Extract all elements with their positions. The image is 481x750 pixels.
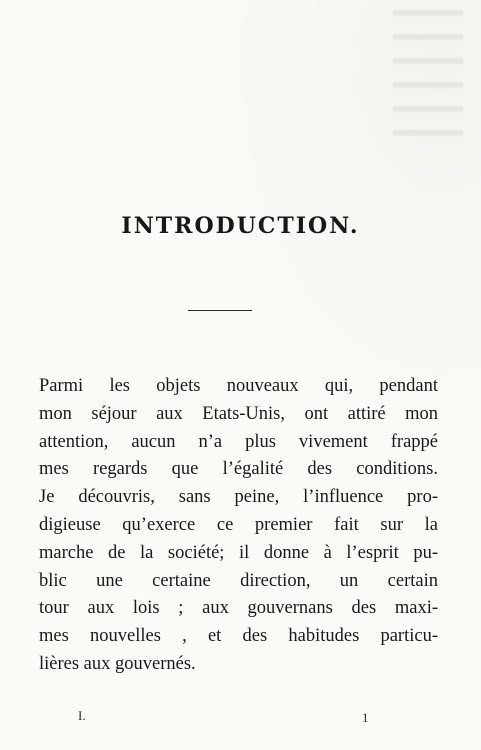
- body-line: Je découvris, sans peine, l’influence pro-: [39, 487, 438, 508]
- body-line: blic une certaine direction, un certain: [39, 570, 438, 591]
- body-line: lières aux gouvernés.: [39, 653, 196, 674]
- ink-bleed-through: [393, 10, 463, 140]
- signature-mark: I.: [78, 708, 86, 723]
- body-line: marche de la société; il donne à l’esprit pu-: [39, 542, 438, 563]
- body-line: attention, aucun n’a plus vivement frappé: [39, 431, 438, 452]
- body-paragraph: [39, 373, 438, 679]
- body-line: tour aux lois ; aux gouvernans des maxi-: [39, 598, 438, 619]
- chapter-title: INTRODUCTION.: [121, 213, 360, 239]
- body-line: mes regards que l’égalité des conditions.: [39, 459, 438, 480]
- page-number: 1: [362, 710, 369, 725]
- body-line: mes nouvelles , et des habitudes particu-: [39, 626, 438, 647]
- body-line: Parmi les objets nouveaux qui, pendant: [39, 376, 438, 396]
- body-line: mon séjour aux Etats-Unis, ont attiré mon: [39, 403, 438, 424]
- title-rule-divider: [188, 310, 252, 311]
- body-line: digieuse qu’exerce ce premier fait sur la: [39, 514, 438, 535]
